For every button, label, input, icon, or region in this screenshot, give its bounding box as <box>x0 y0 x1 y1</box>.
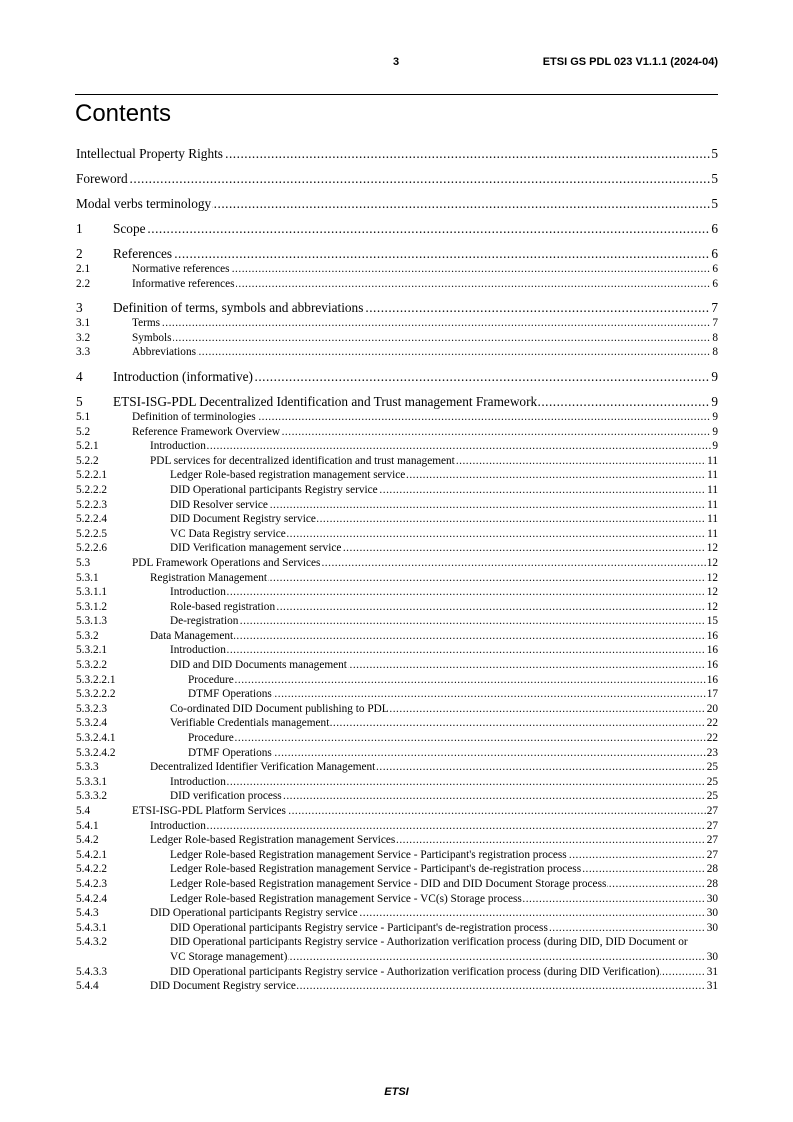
toc-entry-number: 5.2.1 <box>76 440 99 453</box>
toc-entry-title[interactable]: Ledger Role-based Registration management Service - Participant's de-registration process <box>170 863 582 876</box>
toc-entry[interactable] <box>76 935 718 964</box>
toc-entry-title[interactable]: Ledger Role-based Registration management Service - Participant's registration process <box>170 848 567 861</box>
toc-entry-title[interactable]: DID Operational participants Registry service <box>170 483 378 496</box>
toc-entry-body <box>150 629 718 644</box>
toc-entry-title[interactable]: DID verification process <box>170 790 282 803</box>
toc-entry-title[interactable]: Data Management <box>150 629 234 642</box>
toc-entry[interactable] <box>76 892 718 907</box>
toc-entry-title[interactable]: DID Resolver service <box>170 498 268 511</box>
toc-entry-body <box>76 196 718 212</box>
toc-entry-number: 5.4 <box>76 805 91 817</box>
toc-entry-body <box>76 146 718 162</box>
footer-etsi: ETSI <box>384 1086 409 1098</box>
toc-entry[interactable] <box>76 300 718 316</box>
toc-entry-number: 5.4.3 <box>76 907 99 920</box>
toc-entry-page: 27 <box>706 819 718 832</box>
toc-entry-title[interactable]: Ledger Role-based registration management service <box>170 469 406 482</box>
toc-entry-body <box>132 345 718 360</box>
toc-entry-title[interactable]: Ledger Role-based Registration management Service - DID and DID Document Storage process <box>170 877 607 890</box>
toc-entry-title[interactable]: Introduction <box>150 819 206 832</box>
toc-entry-body <box>170 512 718 527</box>
toc-entry[interactable] <box>76 571 718 586</box>
toc-entry-number: 3.3 <box>76 346 91 359</box>
toc-entry-page: 11 <box>707 498 718 511</box>
toc-entry[interactable] <box>76 439 718 454</box>
toc-entry-page: 6 <box>711 246 718 261</box>
toc-entry-body <box>170 614 718 629</box>
toc-entry-title[interactable]: Introduction <box>170 775 226 788</box>
toc-entry-number: 5.3.3 <box>76 761 99 774</box>
toc-entry-title[interactable]: Definition of terms, symbols and abbreviations <box>113 300 364 316</box>
toc-entry-number: 5.3.2.4.1 <box>76 732 116 745</box>
toc-entry-page: 12 <box>706 600 718 613</box>
toc-entry-title[interactable]: Foreword <box>76 171 128 186</box>
toc-entry-page: 27 <box>706 805 718 817</box>
toc-entry-number: 5.3.2 <box>76 629 99 642</box>
toc-entry[interactable] <box>76 527 718 542</box>
toc-entry-page: 11 <box>707 469 718 482</box>
toc-entry-number: 5.4.3.2 <box>76 936 108 949</box>
toc-entry-page: 9 <box>711 368 718 384</box>
toc-entry-body <box>132 331 718 346</box>
toc-entry-title[interactable]: DID Operational participants Registry service <box>150 907 358 920</box>
toc-entry-body <box>170 775 718 790</box>
toc-entry-number: 3 <box>76 300 83 316</box>
toc-entry-title[interactable]: Decentralized Identifier Verification Management <box>150 761 376 774</box>
toc-entry-title[interactable]: Role-based registration <box>170 600 276 613</box>
toc-entry-page: 6 <box>712 263 718 275</box>
toc-entry-number: 5.3.2.2.2 <box>76 688 116 701</box>
toc-entry[interactable] <box>76 246 718 262</box>
toc-entry-number: 5.3.2.4.2 <box>76 746 116 759</box>
toc-entry-page: 11 <box>707 483 718 496</box>
toc-entry-body <box>170 702 718 717</box>
toc-entry-title[interactable]: De-registration <box>170 615 239 628</box>
toc-entry-number: 5.4.2 <box>76 834 99 847</box>
toc-entry-number: 5.2.2.4 <box>76 513 108 526</box>
toc-entry-page: 11 <box>707 527 718 540</box>
toc-entry-page: 22 <box>706 732 718 745</box>
toc-entry[interactable] <box>76 614 718 629</box>
toc-entry-body <box>132 277 718 292</box>
toc-entry[interactable] <box>76 498 718 513</box>
toc-entry[interactable] <box>76 716 718 731</box>
toc-entry-page: 8 <box>712 346 718 359</box>
toc-entry-body <box>170 643 718 658</box>
toc-entry-number: 5.4.2.1 <box>76 848 108 861</box>
toc-entry-body <box>170 716 718 731</box>
toc-entry-title[interactable]: Informative references <box>132 277 235 290</box>
toc-entry-title[interactable]: Definition of terminologies <box>132 410 256 423</box>
toc-entry-number: 5.4.2.3 <box>76 877 108 890</box>
toc-entry-title[interactable]: Scope <box>113 221 146 236</box>
toc-entry[interactable] <box>76 454 718 469</box>
toc-entry-page: 12 <box>706 586 718 599</box>
toc-entry-page: 30 <box>706 892 718 905</box>
toc-entry-body <box>150 833 718 848</box>
toc-entry[interactable] <box>76 746 718 761</box>
toc-entry-body <box>188 673 718 688</box>
toc-entry-number: 5.3.2.1 <box>76 644 108 657</box>
toc-entry[interactable] <box>76 600 718 615</box>
toc-entry-number: 5.3.1.1 <box>76 586 108 599</box>
toc-entry-page: 8 <box>712 331 718 344</box>
toc-entry-page: 25 <box>706 790 718 803</box>
toc-entry-body <box>150 819 718 834</box>
toc-entry[interactable] <box>76 819 718 834</box>
toc-entry[interactable] <box>76 702 718 717</box>
toc-entry[interactable] <box>76 468 718 483</box>
toc-entry[interactable] <box>76 146 718 162</box>
toc-entry-body <box>132 425 718 440</box>
toc-entry[interactable] <box>76 369 718 385</box>
toc-entry-title[interactable]: References <box>113 246 173 261</box>
toc-entry-page: 22 <box>706 717 718 730</box>
toc-entry-number: 5.3.2.2.1 <box>76 673 116 686</box>
document-id: ETSI GS PDL 023 V1.1.1 (2024-04) <box>542 56 718 68</box>
toc-entry-title[interactable]: Registration Management <box>150 571 268 584</box>
toc-entry-body <box>188 731 718 746</box>
toc-entry-body <box>113 246 718 262</box>
toc-entry-body <box>132 410 718 425</box>
toc-entry-page: 12 <box>706 571 718 584</box>
toc-entry-page: 27 <box>706 848 718 861</box>
toc-entry-body <box>188 746 718 761</box>
toc-entry-title[interactable]: PDL services for decentralized identification and trust management <box>150 454 455 467</box>
toc-entry-title[interactable]: Modal verbs terminology <box>76 196 212 211</box>
toc-entry-page: 25 <box>706 775 718 788</box>
toc-entry-page: 30 <box>706 907 718 920</box>
toc-entry[interactable] <box>76 862 718 877</box>
toc-entry-page: 5 <box>711 196 718 211</box>
toc-entry-number: 5.3.1.2 <box>76 600 108 613</box>
toc-entry-title[interactable]: Introduction <box>170 586 226 599</box>
toc-entry-body <box>150 454 718 469</box>
toc-entry-title[interactable]: DID Operational participants Registry service - Participant's de-registration process <box>170 921 548 934</box>
toc-entry-number: 5.4.3.3 <box>76 965 108 978</box>
toc-entry-title[interactable]: VC Data Registry service <box>170 527 286 540</box>
toc-entry-page: 6 <box>711 221 718 236</box>
toc-entry-body <box>170 921 718 936</box>
toc-entry-number: 5.2.2.5 <box>76 527 108 540</box>
toc-entry-number: 2.2 <box>76 277 91 290</box>
toc-entry-body <box>150 906 718 921</box>
toc-entry-title[interactable]: Normative references <box>132 263 230 275</box>
toc-entry-body <box>113 221 718 237</box>
toc-entry-page: 23 <box>706 746 718 759</box>
toc-entry-page: 25 <box>706 761 718 774</box>
toc-entry[interactable] <box>76 425 718 440</box>
toc-entry[interactable] <box>76 673 718 688</box>
toc-entry-page: 6 <box>712 277 718 290</box>
toc-entry[interactable] <box>76 965 718 980</box>
toc-entry[interactable] <box>76 316 718 331</box>
header-rule <box>75 94 718 95</box>
toc-entry-title[interactable]: Terms <box>132 317 161 330</box>
toc-entry-title[interactable]: Co-ordinated DID Document publishing to PDL <box>170 702 389 715</box>
toc-entry-page: 9 <box>712 410 718 423</box>
toc-entry-number: 2.1 <box>76 263 91 275</box>
toc-entry-body <box>170 892 718 907</box>
toc-entry-page: 12 <box>706 542 718 555</box>
toc-entry[interactable] <box>76 221 718 237</box>
toc-entry[interactable] <box>76 643 718 658</box>
toc-entry-body <box>132 262 718 277</box>
toc-entry-page: 31 <box>706 980 718 993</box>
toc-entry-title[interactable]: DID Document Registry service <box>150 980 296 993</box>
toc-entry-page: 16 <box>706 659 718 672</box>
toc-entry[interactable] <box>76 760 718 775</box>
toc-entry-body <box>170 848 718 863</box>
toc-entry-body <box>170 935 718 964</box>
toc-entry-body <box>132 316 718 331</box>
toc-entry[interactable] <box>76 345 718 360</box>
toc-entry-number: 5.2.2.3 <box>76 498 108 511</box>
toc-entry-body <box>170 585 718 600</box>
toc-entry[interactable] <box>76 541 718 556</box>
toc-entry[interactable] <box>76 394 718 410</box>
toc-entry-body <box>76 171 718 187</box>
toc-entry-number: 5.4.2.4 <box>76 892 108 905</box>
toc-entry-title[interactable]: DTMF Operations <box>188 746 272 759</box>
toc-entry[interactable] <box>76 171 718 187</box>
toc-entry-number: 5.2 <box>76 425 91 438</box>
toc-entry-body <box>170 658 718 673</box>
toc-entry[interactable] <box>76 979 718 994</box>
toc-entry-body <box>170 789 718 804</box>
toc-entry[interactable] <box>76 833 718 848</box>
toc-entry-number: 5.2.2.6 <box>76 542 108 555</box>
toc-entry-title[interactable]: Abbreviations <box>132 346 197 359</box>
toc-entry[interactable] <box>76 585 718 600</box>
toc-entry-number: 4 <box>76 368 83 384</box>
toc-entry-body <box>170 498 718 513</box>
toc-entry-title[interactable]: PDL Framework Operations and Services <box>132 556 321 569</box>
toc-entry-page: 16 <box>706 629 718 642</box>
toc-entry-page: 28 <box>706 877 718 890</box>
toc-entry-body <box>170 483 718 498</box>
toc-entry-page: 16 <box>706 673 718 686</box>
toc-entry-number: 5.3.2.3 <box>76 702 108 715</box>
toc-entry-number: 5.4.1 <box>76 819 99 832</box>
toc-entry-title[interactable]: ETSI-ISG-PDL Decentralized Identification and Trust management Framework <box>113 393 538 409</box>
toc-entry-number: 5.2.2.2 <box>76 483 108 496</box>
toc-entry-body <box>132 556 718 571</box>
toc-entry[interactable] <box>76 629 718 644</box>
toc-entry-title[interactable]: Reference Framework Overview <box>132 425 281 438</box>
toc-entry-body <box>150 979 718 994</box>
toc-entry-page: 31 <box>706 965 718 978</box>
toc-entry-body <box>170 965 718 980</box>
toc-entry-number: 5.1 <box>76 410 91 423</box>
toc-entry-page: 27 <box>706 834 718 847</box>
toc-entry-body <box>170 877 718 892</box>
toc-entry-page: 5 <box>711 171 718 186</box>
toc-entry-number: 5.3.1 <box>76 571 99 584</box>
toc-entry-page: 11 <box>707 513 718 526</box>
toc-entry[interactable] <box>76 731 718 746</box>
toc-entry-number: 5.3.2.2 <box>76 659 108 672</box>
toc-entry[interactable] <box>76 483 718 498</box>
toc-entry-page: 20 <box>706 702 718 715</box>
toc-entry-title[interactable]: DID Operational participants Registry service - Authorization verification process (during DID, DID Document or VC Storage management) <box>170 936 688 963</box>
toc-entry-number: 5 <box>76 393 83 409</box>
toc-entry-body <box>170 541 718 556</box>
toc-entry[interactable] <box>76 512 718 527</box>
toc-entry[interactable] <box>76 410 718 425</box>
toc-entry-title[interactable]: DID Verification management service <box>170 542 342 555</box>
toc-entry[interactable] <box>76 331 718 346</box>
toc-entry-page: 30 <box>706 921 718 934</box>
toc-entry-body <box>170 862 718 877</box>
toc-entry-title[interactable]: Procedure <box>188 732 234 745</box>
page-number: 3 <box>393 56 400 68</box>
toc-entry-body <box>132 804 718 819</box>
toc-entry-page: 7 <box>712 317 718 330</box>
toc-entry-body <box>113 369 718 385</box>
toc-entry-body <box>188 687 718 702</box>
toc-entry-page: 11 <box>707 454 718 467</box>
toc-entry[interactable] <box>76 687 718 702</box>
toc-entry-number: 1 <box>76 221 83 236</box>
toc-entry-title[interactable]: DID and DID Documents management <box>170 659 347 672</box>
toc-entry-title[interactable]: ETSI-ISG-PDL Platform Services <box>132 805 286 817</box>
toc-entry-page: 7 <box>711 300 718 316</box>
toc-entry-body <box>113 394 718 410</box>
toc-entry-body <box>150 760 718 775</box>
toc-entry[interactable] <box>76 804 718 819</box>
toc-entry-page: 16 <box>706 644 718 657</box>
toc-entry-number: 3.2 <box>76 331 91 344</box>
toc-entry-title[interactable]: Introduction <box>150 440 206 453</box>
toc-entry[interactable] <box>76 196 718 212</box>
toc-entry-title[interactable]: Ledger Role-based Registration management Service - VC(s) Storage process <box>170 892 522 905</box>
toc-entry-body <box>170 468 718 483</box>
toc-entry-body <box>113 300 718 316</box>
toc-entry-page: 5 <box>711 146 718 161</box>
toc-entry[interactable] <box>76 848 718 863</box>
toc-entry[interactable] <box>76 775 718 790</box>
toc-entry-page: 28 <box>706 863 718 876</box>
toc-entry-number: 5.3.1.3 <box>76 615 108 628</box>
toc-entry-number: 2 <box>76 246 83 261</box>
toc-entry-title[interactable]: Procedure <box>188 673 234 686</box>
toc-entry[interactable] <box>76 556 718 571</box>
toc-entry[interactable] <box>76 921 718 936</box>
toc-entry-title[interactable]: DTMF Operations <box>188 688 272 701</box>
toc-entry-page: 30 <box>706 950 718 963</box>
toc-entry-number: 5.4.2.2 <box>76 863 108 876</box>
toc-entry-number: 5.3.3.1 <box>76 775 108 788</box>
toc-entry-page: 15 <box>706 615 718 628</box>
toc-entry[interactable] <box>76 658 718 673</box>
toc-entry-number: 5.3 <box>76 556 91 569</box>
toc-entry-page: 9 <box>711 393 718 409</box>
toc-entry-title[interactable]: Verifiable Credentials management <box>170 717 330 730</box>
toc-entry-number: 5.2.2 <box>76 454 99 467</box>
toc-entry-number: 5.3.2.4 <box>76 717 108 730</box>
toc-entry-number: 3.1 <box>76 317 91 330</box>
page-title: Contents <box>75 100 172 127</box>
toc-entry[interactable] <box>76 262 718 277</box>
toc-entry-body <box>150 571 718 586</box>
toc-entry-page: 12 <box>706 556 718 569</box>
toc-entry-title[interactable]: DID Operational participants Registry service - Authorization verification process (during DID Verification) <box>170 965 660 978</box>
toc-entry-body <box>170 600 718 615</box>
toc-entry-number: 5.4.4 <box>76 980 99 993</box>
toc-entry-number: 5.4.3.1 <box>76 921 108 934</box>
toc-entry-title[interactable]: Ledger Role-based Registration management Services <box>150 834 396 847</box>
toc-entry-body <box>150 439 718 454</box>
toc-entry[interactable] <box>76 906 718 921</box>
toc-entry-title[interactable]: Symbols <box>132 331 172 344</box>
toc-entry-title[interactable]: Introduction <box>170 644 226 657</box>
toc-entry-page: 17 <box>706 688 718 701</box>
toc-entry-number: 5.3.3.2 <box>76 790 108 803</box>
toc-entry-title[interactable]: DID Document Registry service <box>170 513 316 526</box>
toc-entry[interactable] <box>76 277 718 292</box>
toc-entry-body <box>170 527 718 542</box>
toc-entry[interactable] <box>76 877 718 892</box>
toc-entry-page: 9 <box>712 440 718 453</box>
toc-entry-number: 5.2.2.1 <box>76 469 108 482</box>
table-of-contents <box>76 146 718 994</box>
toc-entry-page: 9 <box>712 425 718 438</box>
toc-entry-title[interactable]: Introduction (informative) <box>113 368 253 384</box>
toc-entry-title[interactable]: Intellectual Property Rights <box>76 146 223 161</box>
toc-entry[interactable] <box>76 789 718 804</box>
